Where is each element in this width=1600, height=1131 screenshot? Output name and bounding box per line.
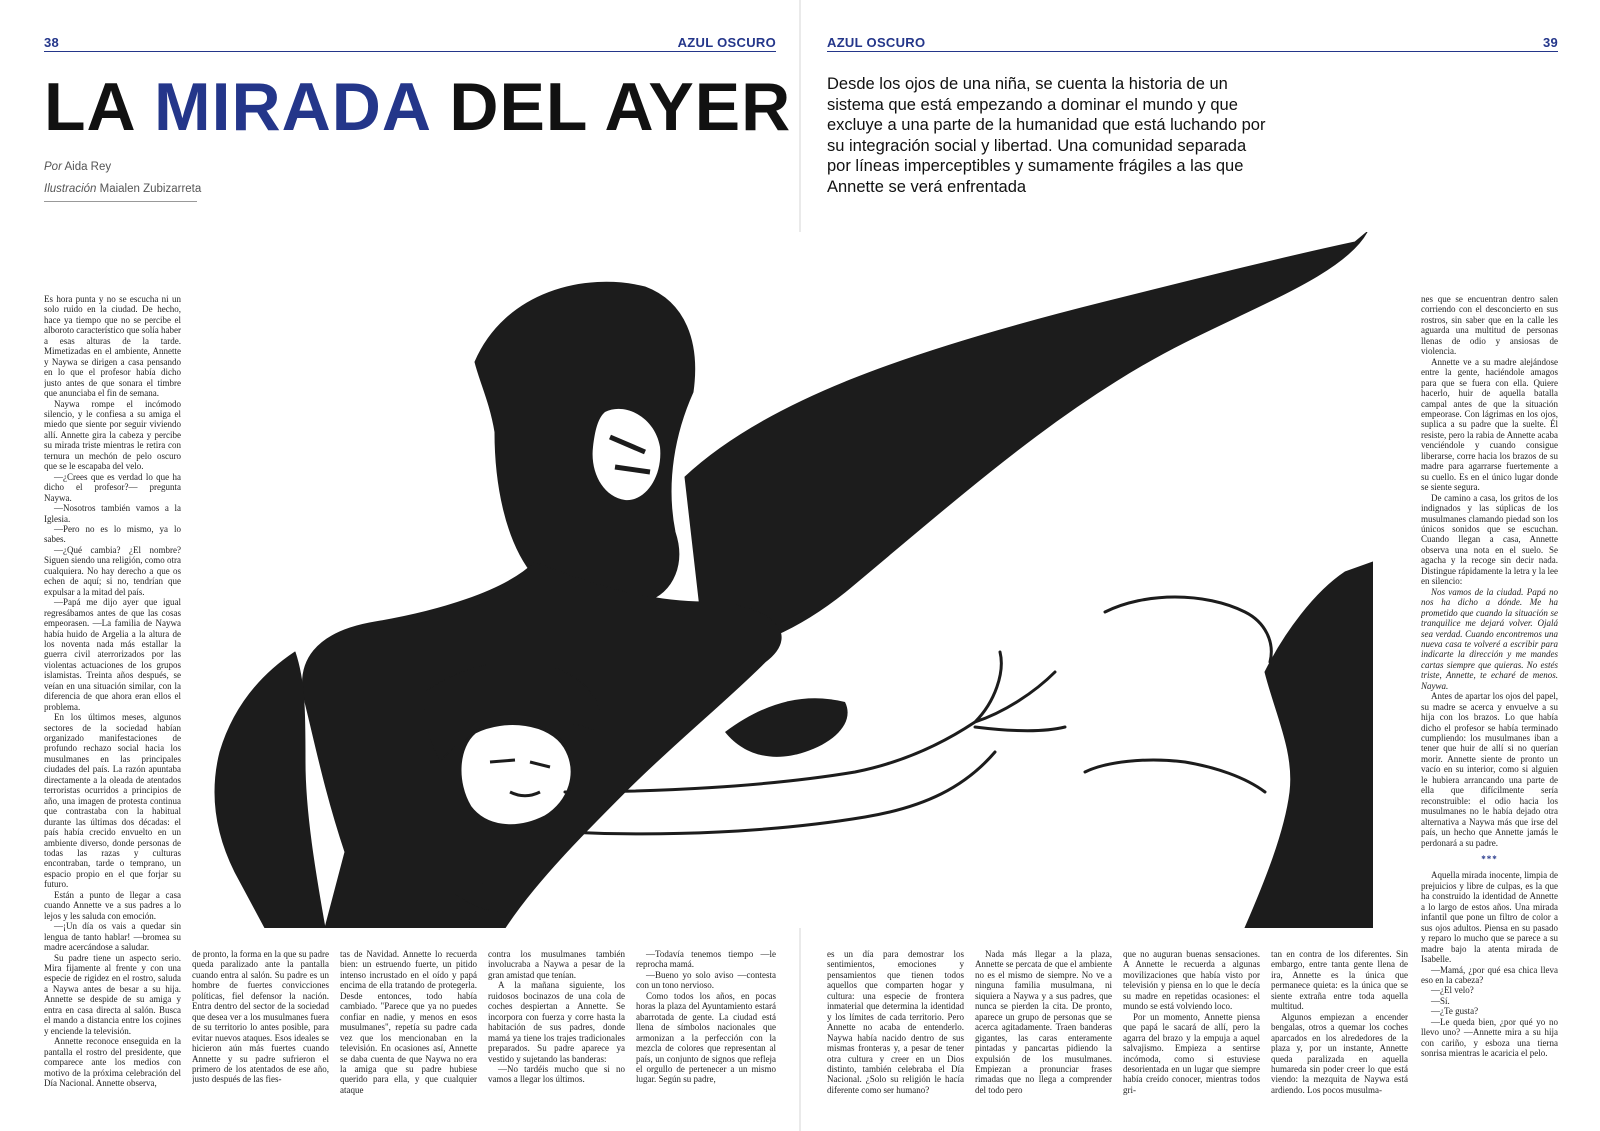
paragraph: tan en contra de los diferentes. Sin embargo, entre tanta gente llena de ira, Annette es la única que permanece quieta: es la única que se siente extraña entre toda aquella multitud. [1271, 949, 1408, 1012]
paragraph: Su padre tiene un aspecto serio. Mira fijamente al frente y con una especie de rigidez en el rostro, saluda a Naywa antes de besar a su hija. Annette se despide de su amiga y entra en casa directa al salón. Busca el mando a distancia entre los cojines y enciende la televisión. [44, 952, 181, 1036]
paragraph: Algunos empiezan a encender bengalas, otros a quemar los coches aparcados en los alrededores de la plaza y, por un instante, Annette queda paralizada en aquella humareda sin poder creer lo que está viendo: la mezquita de Naywa está ardiendo. Los pocos musulma- [1271, 1011, 1408, 1095]
left-running-head: AZUL OSCURO [677, 35, 776, 50]
article-lede: Desde los ojos de una niña, se cuenta la historia de un sistema que está empezando a dominar el mundo y que excluye a una parte de la humanidad que está luchando por su integración social y libertad. Una comunidad separada por líneas imperceptibles y sumamente frágiles a las que Annette se verá enfrentada [827, 75, 1266, 196]
paragraph: A la mañana siguiente, los ruidosos bocinazos de una cola de coches despiertan a Annette. Se incorpora con fuerza y corre hasta la habitación de sus padres, donde mamá ya tiene los trajes tradicionales preparados. Su padre aparece ya vestido y sujetando las banderas: [488, 980, 625, 1064]
byline-name: Aida Rey [64, 161, 112, 173]
illustrator-label: Ilustración [44, 183, 97, 195]
title-part-2: DEL AYER [429, 69, 792, 145]
article-column-5 [636, 949, 776, 1099]
left-page-number: 38 [44, 35, 60, 50]
paragraph: —No tardéis mucho que si no vamos a llegar los últimos. [488, 1063, 625, 1085]
article-column-7 [975, 949, 1112, 1099]
paragraph: Nada más llegar a la plaza, Annette se percata de que el ambiente no es el mismo de siempre. No ve a ninguna familia musulmana, ni siquiera a Naywa y a sus padres, que nunca se pierden la cita. De pronto, aparece un grupo de personas que se acerca agitadamente. Traen banderas gigantes, las caras enteramente pintadas y pancartas pidiendo la expulsión de los musulmanes. Empiezan a pronunciar frases rimadas que no llega a comprender del todo pero [975, 949, 1112, 1095]
paragraph: de pronto, la forma en la que su padre queda paralizado ante la pantalla cuando entra al salón. Su padre es un hombre de fuertes convicciones políticas, fiel defensor la nación. Entra dentro del sector de la sociedad que desea ver a los musulmanes fuera de su territorio lo antes posible, para evitar nuevos ataques. Esos ideales se hicieron aún más fuertes cuando Annette y su padre sufrieron el primero de los atentados de ese año, justo después de las fies- [192, 949, 329, 1085]
byline [44, 161, 111, 173]
illustrator-credit [44, 183, 201, 195]
paragraph: —Bueno yo solo aviso —contesta con un tono nervioso. [636, 969, 776, 991]
paragraph: es un día para demostrar los sentimientos, emociones y pensamientos que tienen todos aquellos que comparten hogar y cultura: una especie de frontera inmaterial que determina la identidad y los límites de cada territorio. Pero Annette no acaba de entenderlo. Naywa había nacido dentro de sus mismas fronteras y, a pesar de tener otra cultura y creer en un Dios distinto, también celebraba el Día Nacional. ¿Solo su religión le hacía diferente como ser humano? [827, 949, 964, 1095]
paragraph: Antes de apartar los ojos del papel, su madre se acerca y envuelve a su hija con los brazos. Lo que había dicho el profesor se había terminado cumpliendo: los musulmanes iban a tener que huir de allí si no querían morir. Annette siente de pronto un vacío en su interior, como si alguien le hubiera arrancando una parte de ella que difícilmente sería reconstruible: el odio hacia los musulmanes no le había dejado otra alternativa a Naywa más que irse del país, un hecho que Annette jamás le perdonará a su padre. [1421, 691, 1558, 848]
title-part-1: LA [44, 69, 155, 145]
paragraph: —¿Qué cambia? ¿El nombre? Siguen siendo una religión, como otra cualquiera. No hay derecho a que os echen de aquí; si no, tendrían que expulsar a la mitad del país. [44, 544, 181, 597]
section-break: *** [1481, 854, 1498, 865]
illustrator-name: Maialen Zubizarreta [99, 183, 202, 195]
right-page-number: 39 [1542, 35, 1558, 50]
left-header-rule [44, 51, 776, 52]
paragraph: —¿Crees que es verdad lo que ha dicho el profesor?— pregunta Naywa. [44, 471, 181, 503]
paragraph: contra los musulmanes también involucraba a Naywa a pesar de la gran amistad que tenían. [488, 949, 625, 980]
article-column-6 [827, 949, 964, 1099]
paragraph: Por un momento, Annette piensa que papá le sacará de allí, pero la agarra del brazo y la empuja a aquel salvajismo. Empieza a sentirse incómoda, como si estuviese desorientada en un lugar que siempre había creído conocer, mientras todos gri- [1123, 1011, 1260, 1095]
article-column-3 [340, 949, 477, 1099]
title-accent-word: MIRADA [154, 69, 430, 145]
article-column-10 [1421, 294, 1558, 1099]
article-title [44, 62, 792, 152]
paragraph: que no auguran buenas sensaciones. A Annette le recuerda a algunas movilizaciones que había visto por televisión y piensa en lo que le decía su madre en repetidas ocasiones: el mundo se está volviendo loco. [1123, 949, 1260, 1012]
byline-label: Por [44, 161, 62, 173]
paragraph: Annette reconoce enseguida en la pantalla el rostro del presidente, que comparece ante los medios con motivo de la próxima celebración del Día Nacional. Annette observa, [44, 1036, 181, 1088]
paragraph: —¡Un día os vais a quedar sin lengua de tanto hablar! —bromea su madre acercándose a saludar. [44, 921, 181, 953]
paragraph: —Nosotros también vamos a la Iglesia. [44, 503, 181, 524]
ink-illustration-icon [205, 232, 1373, 928]
paragraph: —¿Te gusta? [1431, 1006, 1479, 1017]
paragraph: nes que se encuentran dentro salen corriendo con el desconcierto en sus rostros, sin saber que en la calle les aguarda una multitud de personas llenas de odio y ansiosas de violencia. [1421, 294, 1558, 357]
right-running-head: AZUL OSCURO [827, 35, 926, 50]
paragraph: En los últimos meses, algunos sectores de la sociedad habían organizado manifestaciones de profundo rechazo social hacia los musulmanes en las principales ciudades del país. La razón apuntaba directamente a la oleada de atentados terroristas ocurridos a principios de año, una imagen de protesta continua que contrastaba con la habitual durante las últimas dos décadas: el país había crecido envuelto en un ambiente diverso, donde personas de todas las razas y culturas encontraban, tarde o temprano, un espacio propio en el que forjar su futuro. [44, 712, 181, 890]
article-column-9 [1271, 949, 1408, 1099]
article-column-8 [1123, 949, 1260, 1099]
paragraph: —Sí. [1431, 995, 1450, 1006]
paragraph: —Le queda bien, ¿por qué yo no llevo uno? —Annette mira a su hija con cariño, y esboza una tierna sonrisa mientras le acaricia el pelo. [1421, 1016, 1558, 1059]
paragraph: Nos vamos de la ciudad. Papá no nos ha dicho a dónde. Me ha prometido que cuando la situación se tranquilice me dejará volver. Ojalá sea verdad. Cuando encontremos una nueva casa te volveré a escribir para indicarte la dirección y me mandes cartas siempre que quieras. No estés triste, Annette, te echaré de menos. Naywa. [1421, 586, 1558, 691]
paragraph: —Mamá, ¿por qué esa chica lleva eso en la cabeza? [1421, 964, 1558, 985]
paragraph: Naywa rompe el incómodo silencio, y le confiesa a su amiga el miedo que siente por seguir viviendo allí. Annette gira la cabeza y percibe su mirada triste mientras le retira con ternura un mechón de pelo oscuro que se le escapaba del velo. [44, 398, 181, 472]
paragraph: —Todavía tenemos tiempo —le reprocha mamá. [636, 949, 776, 970]
paragraph: Es hora punta y no se escucha ni un solo ruido en la ciudad. De hecho, hace ya tiempo que no se percibe el alboroto característico que solía haber a esas alturas de la tarde. Mimetizadas en el ambiente, Annette y Naywa se dirigen a casa pensando en lo que el profesor había dicho justo antes de que sonara el timbre que anunciaba el fin de semana. [44, 294, 181, 399]
paragraph: —¿El velo? [1431, 985, 1474, 996]
right-header-rule [827, 51, 1558, 52]
paragraph: —Pero no es lo mismo, ya lo sabes. [44, 523, 181, 545]
credit-rule [44, 201, 197, 202]
paragraph: De camino a casa, los gritos de los indignados y las súplicas de los musulmanes clamando piedad son los únicos sonidos que se escuchan. Cuando llegan a casa, Annette observa una nota en el suelo. Se agacha y la recoge sin decir nada. Distingue rápidamente la letra y la lee en silencio: [1421, 492, 1558, 587]
paragraph: Como todos los años, en pocas horas la plaza del Ayuntamiento estará abarrotada de gente. La ciudad está llena de símbolos nacionales que armonizan a la perfección con la mezcla de colores que representan al país, un conjunto de signos que refleja el orgullo de pertenecer a un mismo lugar. Según su padre, [636, 990, 776, 1085]
paragraph: Están a punto de llegar a casa cuando Annette ve a sus padres a lo lejos y les saluda con emoción. [44, 889, 181, 921]
paragraph: Annette ve a su madre alejándose entre la gente, haciéndole amagos para que se fuera con ella. Quiere hacerlo, huir de aquella batalla campal antes de que la situación empeorase. Con lágrimas en los ojos, suplica a su padre que la suelte. Él resiste, pero la rabia de Annette acaba venciéndole y cuando consigue liberarse, corre hacia los brazos de su madre para agarrarse fuertemente a su cuello. Es en el único lugar donde se siente segura. [1421, 356, 1558, 493]
paragraph: —Papá me dijo ayer que igual regresábamos antes de que las cosas empeorasen. —La familia de Naywa había huido de Argelia a la altura de los noventa nada más estallar la guerra civil aterrorizados por las violentas actuaciones de los grupos islamistas. Treinta años después, se veían en una situación similar, con la diferencia de que ahora eran ellos el problema. [44, 597, 181, 712]
article-column-4 [488, 949, 625, 1099]
paragraph: tas de Navidad. Annette lo recuerda bien: un estruendo fuerte, un pitido intenso incrustado en el oído y papá encima de ella tratando de protegerla. Desde entonces, todo había cambiado. "Parece que ya no puedes confiar en nadie, y menos en esos musulmanes", repetía su padre cada vez que los mencionaban en la televisión. En ocasiones así, Annette se daba cuenta de que Naywa no era la amiga que su padre hubiese querido para ella, y que cualquier ataque [340, 949, 477, 1095]
paragraph: Aquella mirada inocente, limpia de prejuicios y libre de culpas, es la que ha construido la identidad de Annette a lo largo de estos años. Una mirada infantil que pone un filtro de color a sus ojos adultos. Piensa en su pasado y reparo lo mucho que se parece a su madre bajo la atenta mirada de Isabelle. [1421, 870, 1558, 965]
article-column-2 [192, 949, 329, 1099]
article-column-1 [44, 294, 181, 1094]
